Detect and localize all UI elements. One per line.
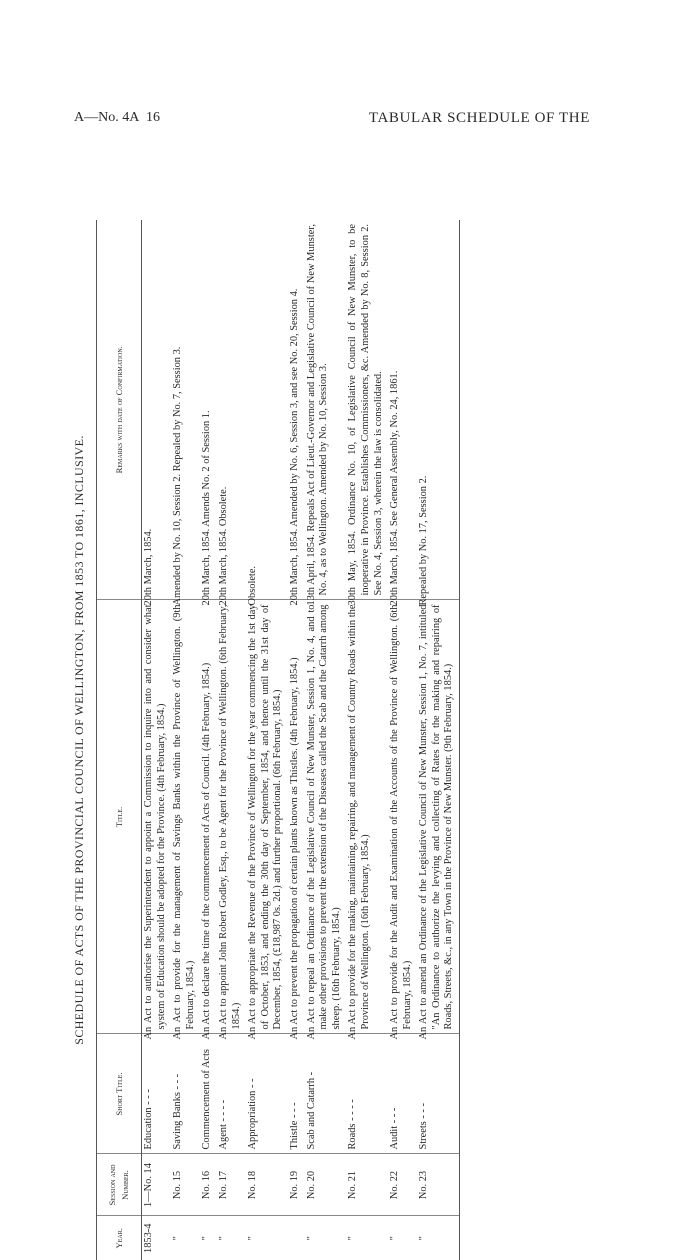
cell-year: ": [217, 1236, 229, 1241]
cell-session: No. 21: [346, 1154, 388, 1216]
cell-remarks: 13th April, 1854. Repeals Act of Lieut.-Governor and Legislative Council of New Munster, No. 4, as to Wellington. Amended by No. 10, Session 3.: [305, 220, 347, 600]
cell-short-title: Agent - - - -: [217, 1034, 246, 1154]
cell-year: ": [347, 1236, 359, 1241]
table-row: [142, 220, 172, 1260]
cell-title: An Act to repeal an Ordinance of the Legislative Council of New Munster, Session 1, No. 4, and to make other provisions to prevent the extension of the Diseases called the Scab and the Catarrh among sheep. (16th February, 1854.): [305, 600, 347, 1034]
cell-remarks: 20th March, 1854. Obsolete.: [217, 220, 246, 600]
cell-title: An Act to amend an Ordinance of the Legislative Council of New Munster, Session 1, No. 7, intituled "An Ordinance to authorize the levying and collecting of Rates for the making and repairing of Roads, Streets, &c., in any Town in the Province of New Munster. (9th February, 1854.): [417, 600, 459, 1034]
cell-remarks: 20th March, 1854. Amends No. 2 of Session 1.: [200, 220, 217, 600]
cell-remarks: 20th March, 1854. See General Assembly, No. 24, 1861.: [388, 220, 417, 600]
cell-remarks: 30th May, 1854. Ordinance No. 10, of Legislative Council of New Munster, to be inoperative in Province. Establishes Commissioners, &c. Amended by No. 8, Session 2. See No. 4, Session 3, wherein the law is consolidated.: [346, 220, 388, 600]
cell-title: An Act to provide for the making, maintaining, repairing, and management of Country Roads within the Province of Wellington. (16th February, 1854.): [346, 600, 388, 1034]
cell-title: An Act to prevent the propagation of certain plants known as Thistles. (4th February, 1854.): [288, 600, 305, 1034]
table-row: [171, 220, 200, 1260]
cell-session: 1—No. 14: [142, 1154, 172, 1216]
cell-short-title: Streets - - -: [417, 1034, 459, 1154]
col-header-remarks: Remarks with date of Confirmation.: [97, 220, 142, 600]
cell-remarks: 20th March, 1854.: [142, 220, 172, 600]
cell-session: No. 23: [417, 1154, 459, 1216]
cell-short-title: Audit - - -: [388, 1034, 417, 1154]
cell-year: ": [417, 1216, 459, 1260]
cell-short-title: Saving Banks - - -: [171, 1034, 200, 1154]
col-header-short-title: Short Title.: [97, 1034, 142, 1154]
cell-title: An Act to provide for the Audit and Examination of the Accounts of the Province of Wellington. (6th February, 1854.): [388, 600, 417, 1034]
cell-year: ": [172, 1236, 184, 1241]
cell-short-title: Roads - - - -: [346, 1034, 388, 1154]
page-number: 16: [146, 110, 160, 125]
table-row: [246, 220, 288, 1260]
cell-session: No. 20: [305, 1154, 347, 1216]
cell-year: [288, 1216, 305, 1260]
cell-title: An Act to authorise the Superintendent to appoint a Commission to inquire into and consider what system of Education should be adopted for the Province. (4th February, 1854.): [142, 600, 172, 1034]
table-header-row: [97, 220, 142, 1260]
cell-short-title: Scab and Catarrh -: [305, 1034, 347, 1154]
cell-remarks: 20th March, 1854. Amended by No. 6, Session 3, and see No. 20, Session 4.: [288, 220, 305, 600]
cell-session: No. 18: [246, 1154, 288, 1216]
col-header-title: Title.: [97, 600, 142, 1034]
cell-short-title: Thistle - - -: [288, 1034, 305, 1154]
paper-reference: A—No. 4A: [74, 110, 140, 125]
table-row: [288, 220, 305, 1260]
col-header-session: Session and Number.: [97, 1154, 142, 1216]
cell-session: No. 17: [217, 1154, 246, 1216]
cell-year: ": [389, 1236, 401, 1241]
cell-title: An Act to declare the time of the commencement of Acts of Council. (4th February, 1854.): [200, 600, 217, 1034]
table-row: [217, 220, 246, 1260]
table-row: [305, 220, 347, 1260]
cell-short-title: Education - - -: [142, 1034, 172, 1154]
cell-year: 1853-4: [143, 1223, 154, 1253]
running-title: TABULAR SCHEDULE OF THE: [368, 110, 590, 126]
col-header-year: Year.: [97, 1216, 142, 1260]
cell-year: ": [201, 1236, 213, 1241]
table-row: [417, 220, 459, 1260]
cell-session: No. 22: [388, 1154, 417, 1216]
cell-short-title: Commencement of Acts: [200, 1034, 217, 1154]
cell-year: ": [305, 1236, 317, 1241]
cell-session: No. 16: [200, 1154, 217, 1216]
cell-remarks: Obsolete.: [246, 220, 288, 600]
cell-short-title: Appropriation - -: [246, 1034, 288, 1154]
cell-session: No. 19: [288, 1154, 305, 1216]
schedule-title: SCHEDULE OF ACTS OF THE PROVINCIAL COUNCIL OF WELLINGTON, FROM 1853 TO 1861, INCLUSIVE.: [72, 435, 86, 1045]
cell-title: An Act to appropriate the Revenue of the Province of Wellington for the year commencing the 1st day of October, 1853, and ending the 30th day of September, 1854, and thence until the 31st day of December, 1854, (£18,987 0s. 2d.) and further proportional. (6th February, 1854.): [246, 600, 288, 1034]
table-row: [200, 220, 217, 1260]
cell-year: ": [247, 1236, 259, 1241]
cell-title: An Act to appoint John Robert Godley, Esq., to be Agent for the Province of Wellington. (6th February, 1854.): [217, 600, 246, 1034]
table-row: [388, 220, 417, 1260]
cell-remarks: Amended by No. 10, Session 2. Repealed by No. 7, Session 3.: [171, 220, 200, 600]
page-header: [0, 110, 700, 134]
table-row: [346, 220, 388, 1260]
cell-remarks: Repealed by No. 17, Session 2.: [417, 220, 459, 600]
rotated-schedule: [70, 220, 490, 1260]
cell-session: No. 15: [171, 1154, 200, 1216]
schedule-table: [96, 220, 460, 1260]
cell-title: An Act to provide for the management of Savings Banks within the Province of Wellington. (9th February, 1854.): [171, 600, 200, 1034]
